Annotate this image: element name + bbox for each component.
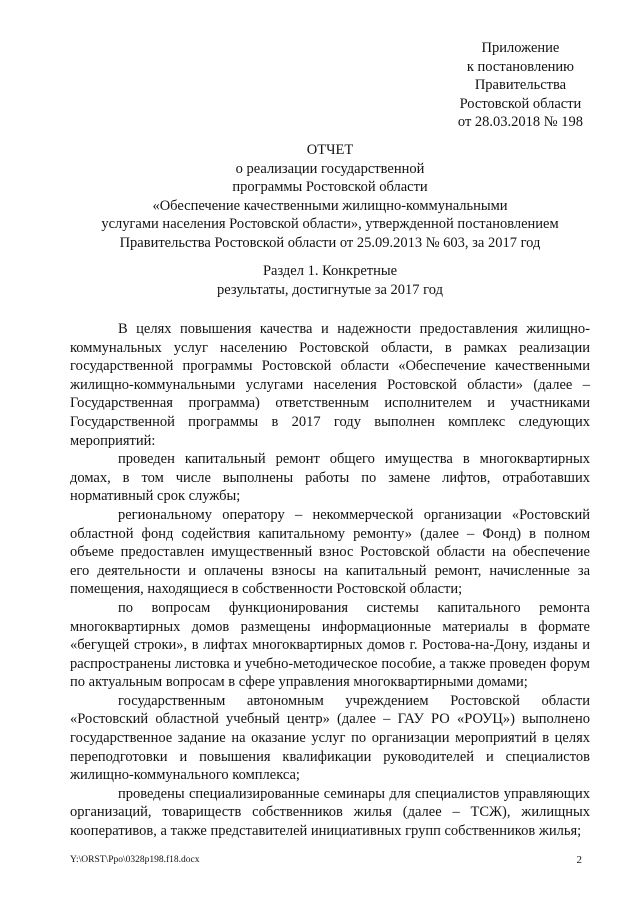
report-subtitle-line: «Обеспечение качественными жилищно-коммунальными bbox=[152, 197, 508, 214]
appendix-header bbox=[458, 39, 583, 132]
appendix-line: Приложение bbox=[481, 40, 560, 56]
report-title-block bbox=[70, 141, 590, 253]
report-subtitle-line: программы Ростовской области bbox=[232, 179, 428, 196]
report-subtitle-line: Правительства Ростовской области от 25.09.2013 № 603, за 2017 год bbox=[119, 234, 541, 251]
body-text bbox=[70, 320, 590, 841]
paragraph: региональному оператору – некоммерческой организации «Ростовский областной фонд содействия капитальному ремонту» (далее – Фонд) в полном объеме предоставлен имущественный взнос Ростовской области на обеспечение его деятельности и оплачены взносы на капитальный ремонт, начисленные за помещения, находящиеся в собственности Ростовской области; bbox=[70, 506, 590, 598]
paragraph: проведен капитальный ремонт общего имущества в многоквартирных домах, в том числе выполнены работы по замене лифтов, отработавших нормативный срок службы; bbox=[70, 451, 590, 505]
report-subtitle-line: о реализации государственной bbox=[235, 160, 425, 177]
paragraph: В целях повышения качества и надежности предоставления жилищно-коммунальных услуг населению Ростовской области, в рамках реализации государственной программы Ростовской области «Обеспечение качественными жилищно-коммунальными услугами населения Ростовской области» (далее – Государственная программа) ответственным исполнителем и участниками Государственной программы в 2017 году выполнен комплекс следующих мероприятий: bbox=[70, 321, 590, 449]
page-number: 2 bbox=[576, 854, 582, 866]
appendix-line: Ростовской области bbox=[459, 95, 582, 112]
section-heading-line: результаты, достигнутые за 2017 год bbox=[217, 282, 443, 298]
paragraph: по вопросам функционирования системы капитального ремонта многоквартирных домов размещены информационные материалы в формате «бегущей строки», в лифтах многоквартирных домов г. Ростова-на-Дону, изданы и распространены листовка и учебно-методическое пособие, а также проведен форум по актуальным вопросам в сфере управления многоквартирными домами; bbox=[70, 599, 590, 691]
paragraph: государственным автономным учреждением Ростовской области «Ростовский областной учебный центр» (далее – ГАУ РО «РОУЦ») выполнено государственное задание на оказание услуг по организации мероприятий в целях переподготовки и повышения квалификации руководителей и специалистов жилищно-коммунального комплекса; bbox=[70, 692, 590, 784]
footer-file-path: Y:\ORST\Ppo\0328p198.f18.docx bbox=[70, 855, 200, 865]
report-subtitle-line: услугами населения Ростовской области», утвержденной постановлением bbox=[101, 216, 559, 233]
report-title: ОТЧЕТ bbox=[306, 142, 354, 158]
appendix-line: от 28.03.2018 № 198 bbox=[457, 114, 583, 130]
appendix-line: Правительства bbox=[474, 77, 567, 93]
section-heading-line: Раздел 1. Конкретные bbox=[262, 263, 398, 279]
paragraph: проведены специализированные семинары для специалистов управляющих организаций, товариществ собственников жилья (далее – ТСЖ), жилищных кооперативов, а также представителей инициативных групп собственников жилья; bbox=[70, 785, 590, 840]
appendix-line: к постановлению bbox=[466, 58, 574, 75]
section-heading bbox=[70, 262, 590, 300]
